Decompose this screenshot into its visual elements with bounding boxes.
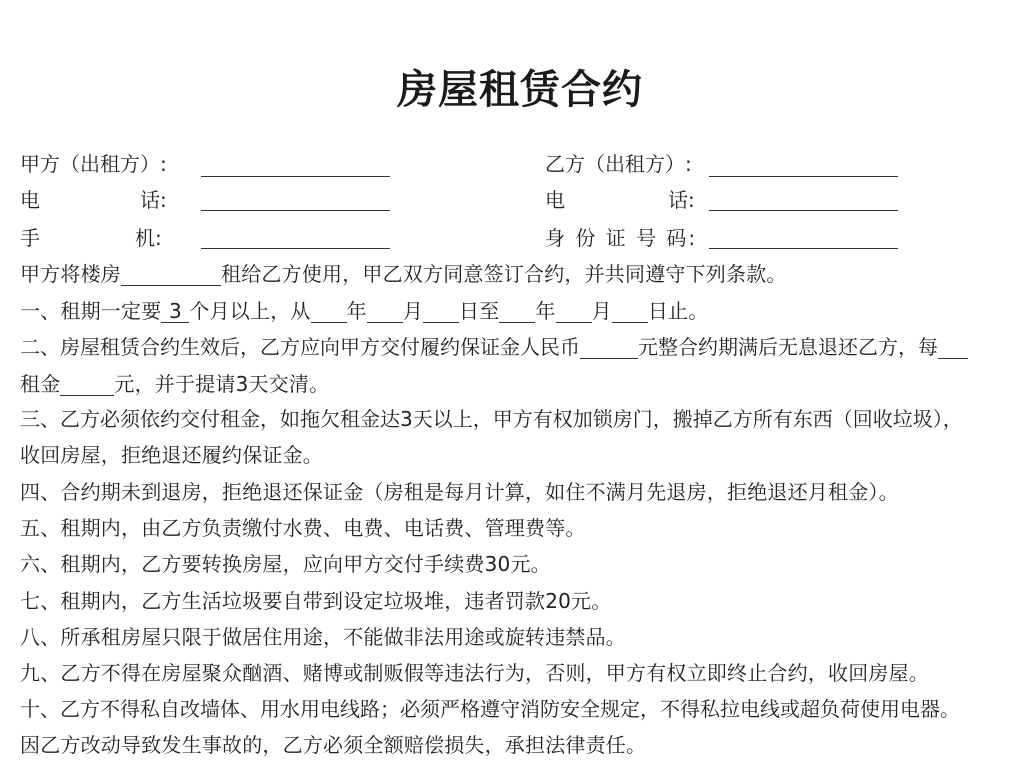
- party-b-name-blank[interactable]: [709, 176, 898, 177]
- party-b-id-label: 身 份 证 号 码:: [545, 226, 698, 250]
- party-a-phone-label-1: 电: [20, 188, 40, 212]
- start-year-blank[interactable]: [311, 300, 347, 323]
- clause-1-year-1: 年: [346, 299, 367, 323]
- party-a-name-blank[interactable]: [201, 176, 390, 177]
- clause-6: 六、租期内，乙方要转换房屋，应向甲方交付手续费30元。: [20, 552, 551, 576]
- clause-3-line-1: 三、乙方必须依约交付租金，如拖欠租金达3天以上，甲方有权加锁房门，搬掉乙方所有东西（回收垃圾），: [20, 407, 963, 431]
- clause-2-text-d: 元，并于提请3天交清。: [114, 372, 330, 396]
- rent-amount-blank[interactable]: [60, 373, 114, 396]
- clause-2-continued: [20, 368, 329, 400]
- clause-2-text-a: 二、房屋租赁合约生效后，乙方应向甲方交付履约保证金人民币: [20, 335, 580, 359]
- party-a-mobile-label-2: 机:: [135, 226, 162, 250]
- clause-4: 四、合约期未到退房，拒绝退还保证金（房租是每月计算，如住不满月先退房，拒绝退还月租金）。: [20, 480, 899, 504]
- clause-2-text-c: 租金: [20, 372, 61, 396]
- party-b-phone-label-1: 电: [545, 188, 565, 212]
- clause-10-line-2: 因乙方改动导致发生事故的，乙方必须全额赔偿损失，承担法律责任。: [20, 733, 647, 757]
- clause-2-text-b: 元整合约期满后无息退还乙方，每: [638, 335, 938, 359]
- clause-3-line-2: 收回房屋，拒绝退还履约保证金。: [20, 443, 323, 467]
- party-b-phone-blank[interactable]: [709, 210, 898, 211]
- clause-1-year-2: 年: [535, 299, 556, 323]
- clause-8: 八、所承租房屋只限于做居住用途，不能做非法用途或旋转违禁品。: [20, 625, 626, 649]
- deposit-amount-blank[interactable]: [580, 336, 638, 359]
- clause-1-text-b: 个月以上，从: [189, 299, 311, 323]
- clause-1-month-1: 月: [402, 299, 424, 323]
- clause-intro: [20, 258, 787, 290]
- clause-9: 九、乙方不得在房屋聚众酗酒、赌博或制贩假等违法行为，否则，甲方有权立即终止合约，收回房屋。: [20, 661, 929, 685]
- start-day-blank[interactable]: [423, 300, 459, 323]
- clause-5: 五、租期内，由乙方负责缴付水费、电费、电话费、管理费等。: [20, 516, 586, 540]
- clause-1-day-1: 日至: [459, 299, 500, 323]
- clause-intro-text-a: 甲方将楼房: [20, 262, 121, 286]
- party-a-phone-label-2: 话:: [140, 188, 167, 212]
- party-b-label: 乙方（出租方）:: [545, 152, 692, 176]
- party-a-phone-blank[interactable]: [201, 210, 390, 211]
- clause-10: 十、乙方不得私自改墙体、用水用电线路；必须严格遵守消防安全规定，不得私拉电线或超负荷使用电器。: [20, 697, 960, 721]
- term-months-value[interactable]: 3: [161, 300, 189, 323]
- clause-1: [20, 295, 708, 327]
- clause-intro-text-b: 租给乙方使用，甲乙双方同意签订合约，并共同遵守下列条款。: [221, 262, 787, 286]
- floor-blank[interactable]: [121, 263, 221, 286]
- document-title: 房屋租赁合约: [397, 67, 643, 113]
- clause-1-month-2: 月: [591, 299, 612, 323]
- end-year-blank[interactable]: [499, 300, 535, 323]
- party-a-label: 甲方（出租方）:: [20, 152, 167, 176]
- clause-2: [20, 331, 968, 363]
- clause-1-end: 日止。: [647, 299, 709, 323]
- end-day-blank[interactable]: [612, 300, 648, 323]
- party-b-id-blank[interactable]: [709, 248, 898, 249]
- clause-7: 七、租期内，乙方生活垃圾要自带到设定垃圾堆，违者罚款20元。: [20, 589, 612, 613]
- end-month-blank[interactable]: [556, 300, 592, 323]
- rent-period-blank[interactable]: [938, 336, 968, 359]
- start-month-blank[interactable]: [367, 300, 403, 323]
- clause-1-text-a: 一、租期一定要: [20, 299, 162, 323]
- party-b-phone-label-2: 话:: [668, 188, 695, 212]
- party-a-mobile-blank[interactable]: [201, 248, 390, 249]
- party-a-mobile-label-1: 手: [20, 226, 40, 250]
